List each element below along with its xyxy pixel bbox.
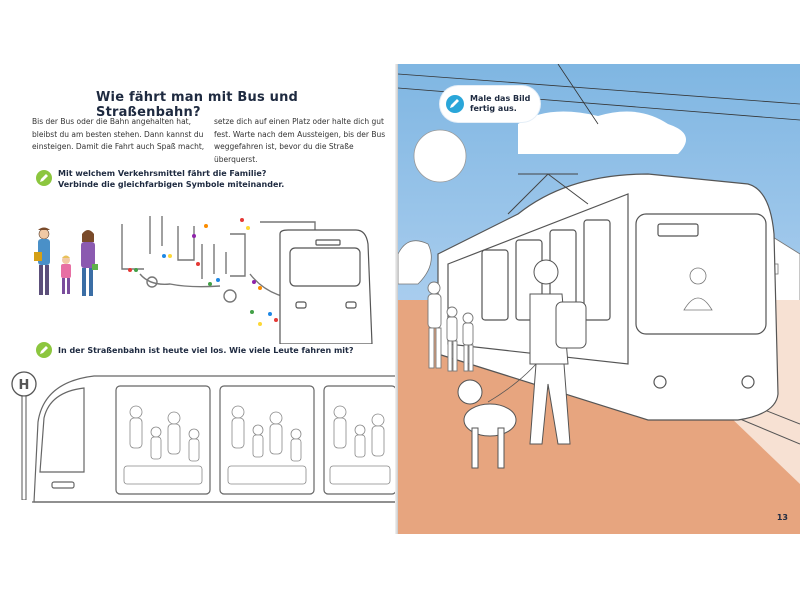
paint-pen-icon <box>446 95 464 113</box>
instruction-line2: fertig aus. <box>470 104 517 113</box>
intro-text-col1: Bis der Bus oder die Bahn angehalten hat, bleibst du am besten stehen. Dann kannst du einsteigen. Damit die Fahrt auch Spaß macht, <box>32 117 205 151</box>
dot-puzzle-illustration <box>110 204 375 344</box>
instruction-line1: Male das Bild <box>470 94 531 103</box>
tram-passengers-illustration <box>24 362 396 522</box>
page-number: 13 <box>776 513 788 522</box>
tram-station-coloring-illustration <box>398 64 800 534</box>
right-page <box>398 64 800 534</box>
instruction-bubble <box>440 86 540 122</box>
left-page <box>0 64 398 534</box>
family-illustration <box>26 224 106 314</box>
pencil-circle-icon <box>36 170 52 186</box>
stop-sign-letter: H <box>18 378 30 393</box>
task1-line1: Mit welchem Verkehrsmittel fährt die Familie? <box>58 169 267 178</box>
instruction-text <box>470 94 530 114</box>
intro-text-col2: setze dich auf einen Platz oder halte dich gut fest. Warte nach dem Aussteigen, bis der Bus weggefahren ist, bevor du die Straße überquerst. <box>214 117 386 164</box>
page-title: Wie fährt man mit Bus und Straßenbahn? <box>96 90 299 120</box>
task2-text: In der Straßenbahn ist heute viel los. Wie viele Leute fahren mit? <box>58 346 354 355</box>
book-spread <box>0 64 800 534</box>
pencil-circle-icon <box>36 342 52 358</box>
task1-line2: Verbinde die gleichfarbigen Symbole miteinander. <box>58 180 285 189</box>
